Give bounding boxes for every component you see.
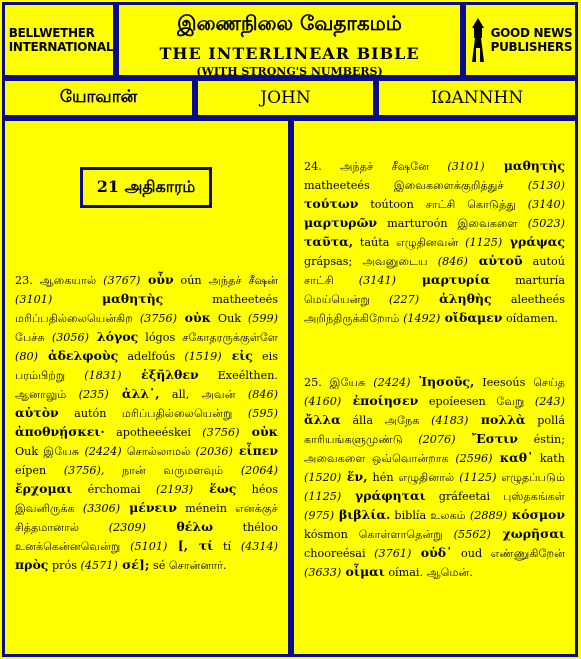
strongs-number: (80) [15,350,38,363]
logo-line-2: PUBLISHERS [490,40,573,54]
title-box [116,2,463,78]
strongs-number: (3756), [63,464,105,477]
strongs-number: (2064) [240,464,279,477]
text-segment: epoíeesen வேறு [418,395,535,408]
greek-word: τούτων [304,196,359,211]
greek-word: οὐκ [239,424,278,439]
greek-word: γράψας [502,234,565,249]
greek-word: μαρτυρία [395,272,490,287]
text-segment: Ouk இயேசு [15,445,85,458]
text-segment: autón மரிப்பதில்லையென்று [58,407,248,420]
verse-25 [294,373,575,582]
text-segment: நான் வருமளவும் [104,464,241,477]
greek-word: πολλὰ [468,412,526,427]
text-segment: lógos சகோதரருக்குள்ளே [138,331,278,344]
greek-word: αὐτὸν [15,405,59,420]
strongs-number: (3761) [374,547,412,560]
greek-word: χωρῆσαι [490,526,565,541]
book-greek [376,78,578,118]
strongs-number: (1519) [184,350,222,363]
text-segment: all, அவன் [159,388,248,401]
text-segment: oídamen. [502,312,559,325]
strongs-number: (3306) [82,502,121,515]
text-segment: héos இவனிருக்க [15,483,278,515]
text-segment: kósmon கொள்ளாதென்று [304,528,454,541]
text-segment: tí [213,540,241,553]
logo-line-2: INTERNATIONAL [8,40,114,54]
greek-word: ἐξῆλθεν [121,367,199,382]
text-segment: adelfoús [118,350,185,363]
strongs-number: (2424) [84,445,122,458]
greek-word: ἀδελφοὺς [37,348,119,363]
chapter-label: 21 அதிகாரம் [80,167,212,208]
strongs-number: (2889) [469,509,508,522]
book-greek-label: IΩANNHN [430,88,524,108]
strongs-number: (2596) [455,452,493,465]
text-segment: autoú சாட்சி [304,255,565,287]
text-segment: hén எழுதினால் [367,471,460,484]
text-segment: álla அநேக [340,414,432,427]
greek-word: σέ]; [117,557,150,572]
greek-word: ἕως [193,481,237,496]
logo-line-1: GOOD NEWS [490,26,573,40]
text-segment: apotheeéskei [104,426,203,439]
right-text-column [291,118,578,657]
greek-word: λόγος [89,329,139,344]
text-segment: toútoon சாட்சி கொடுத்து [358,198,528,211]
text-segment: biblía உலகம் [390,509,470,522]
strongs-number: (4314) [240,540,279,553]
strongs-number: (599) [247,312,278,325]
greek-word: ἄλλα [304,412,341,427]
text-segment: ménein எனக்குச் சித்தமானால் [15,502,278,534]
strongs-number: (846) [437,255,468,268]
strongs-number: (595) [247,407,278,420]
greek-word: Ἔστιν [455,431,518,446]
good-news-logo-text [491,26,573,54]
strongs-number: (227) [389,293,420,306]
book-english-label: JOHN [260,88,311,108]
text-segment: marturoón இவைகளை [377,217,528,230]
greek-word: βιβλία. [334,507,391,522]
greek-word: [, τί [167,538,214,553]
greek-word: κόσμον [507,507,565,522]
text-segment: 23. ஆகையால் [15,274,104,287]
greek-word: ἐποίησεν [341,393,419,408]
title-english: THE INTERLINEAR BIBLE [159,44,420,63]
bellwether-logo [2,2,116,78]
title-tamil: இணைநிலை வேதாகமம் [177,11,402,35]
text-segment: Ieesoús செய்த [474,376,565,389]
greek-word: μένειν [120,500,177,515]
text-segment: marturía மெய்யென்று [304,274,565,306]
book-english [195,78,376,118]
strongs-number: (2076) [418,433,456,446]
strongs-number: (235) [78,388,109,401]
strongs-number: (243) [534,395,565,408]
greek-word: πρὸς [15,557,49,572]
strongs-number: (1125) [465,236,503,249]
greek-word: ἀποθνῄσκει· [15,424,105,439]
text-segment: érchomai [72,483,156,496]
book-tamil-label: யோவான் [59,87,138,107]
greek-word: μαθητὴς [484,158,566,173]
greek-word: ἕν, [341,469,368,484]
greek-word: ἔρχομαι [15,481,73,496]
strongs-number: (2036) [195,445,233,458]
book-tamil [2,78,195,118]
text-segment: kath [533,452,565,465]
strongs-number: (3056) [51,331,90,344]
strongs-number: (3756) [202,426,240,439]
greek-word: αὐτοῦ [467,253,523,268]
text-segment: théloo உனக்கென்னவென்று [15,521,278,553]
text-segment: taúta எழுதினவன் [353,236,466,249]
greek-word: οἶμαι [341,564,385,579]
text-segment: matheeteés மரிப்பதில்லையென்கிற [15,293,278,325]
strongs-number: (3101) [15,293,53,306]
greek-word: οὖν [140,272,174,287]
strongs-number: (5023) [527,217,565,230]
strongs-number: (4571) [80,559,118,572]
text-segment: prós [48,559,81,572]
strongs-number: (3101) [447,160,485,173]
greek-word: καθ᾽ [492,450,534,465]
greek-word: οὐδ᾽ [411,545,453,560]
greek-word: γράφηται [341,488,426,503]
greek-word: ταῦτα, [304,234,354,249]
strongs-number: (2193) [155,483,194,496]
strongs-number: (1125) [304,490,342,503]
strongs-number: (846) [247,388,278,401]
good-news-logo [463,2,578,78]
strongs-number: (1520) [304,471,342,484]
strongs-number: (3756) [139,312,178,325]
text-segment: பேச்சு [15,331,52,344]
greek-word: μαρτυρῶν [304,215,378,230]
greek-word: οὐκ [177,310,212,325]
text-segment: aleetheés அறிந்திருக்கிறோம் [304,293,566,325]
text-segment: chooreésai [304,547,375,560]
greek-word: εἶπεν [232,443,279,458]
text-segment: oún அந்தச் சீஷன் [173,274,278,287]
strongs-number: (5130) [527,179,565,192]
strongs-number: (4160) [304,395,342,408]
text-segment: எழுதப்படும் [496,471,565,484]
logo-line-1: BELLWETHER [8,26,95,40]
strongs-number: (3767) [103,274,141,287]
greek-word: εἰς [221,348,253,363]
text-segment: gráfeetai புஸ்தகங்கள் [425,490,565,503]
strongs-number: (1125) [459,471,497,484]
text-segment: 24. அந்தச் சீஷனே [304,160,448,173]
strongs-number: (975) [304,509,335,522]
text-segment: matheeteés இவைகளைக்குறித்துச் [304,179,528,192]
text-segment: pollá காரியங்களுமுண்டு [304,414,565,446]
greek-word: θέλω [145,519,213,534]
greek-word: ἀληθὴς [419,291,492,306]
strongs-number: (2309) [108,521,146,534]
greek-word: ἀλλ᾽, [108,386,160,401]
strongs-number: (1492) [403,312,441,325]
strongs-number: (3140) [527,198,565,211]
title-note: (WITH STRONG'S NUMBERS) [196,65,383,78]
text-segment: Ouk [211,312,248,325]
text-segment: Exeélthen. ஆனாலும் [15,369,278,401]
strongs-number: (3633) [304,566,342,579]
text-segment: grápsas; அவனுடைய [304,255,438,268]
text-segment: eis பரம்பிற்று [15,350,278,382]
text-segment: eípen [15,464,64,477]
strongs-number: (1831) [84,369,122,382]
strongs-number: (4183) [431,414,469,427]
verse-24 [294,157,575,328]
text-segment: oud எண்ணுகிறேன் [452,547,565,560]
verse-23 [5,271,288,575]
text-segment: 25. இயேசு [304,376,374,389]
text-segment: சொல்லாமல் [121,445,196,458]
strongs-number: (5101) [130,540,168,553]
tower-icon [469,18,487,62]
bellwether-logo-text [9,26,113,54]
greek-word: Ἰησοῦς, [410,374,475,389]
text-segment: éstin; அவைகளை ஒவ்வொன்றாக [304,433,566,465]
greek-word: οἴδαμεν [440,310,503,325]
strongs-number: (3141) [358,274,396,287]
strongs-number: (2424) [373,376,411,389]
text-segment: oímai. ஆமென். [384,566,473,579]
greek-word: μαθητὴς [52,291,164,306]
text-segment: sé சொன்னார். [149,559,227,572]
strongs-number: (5562) [453,528,491,541]
